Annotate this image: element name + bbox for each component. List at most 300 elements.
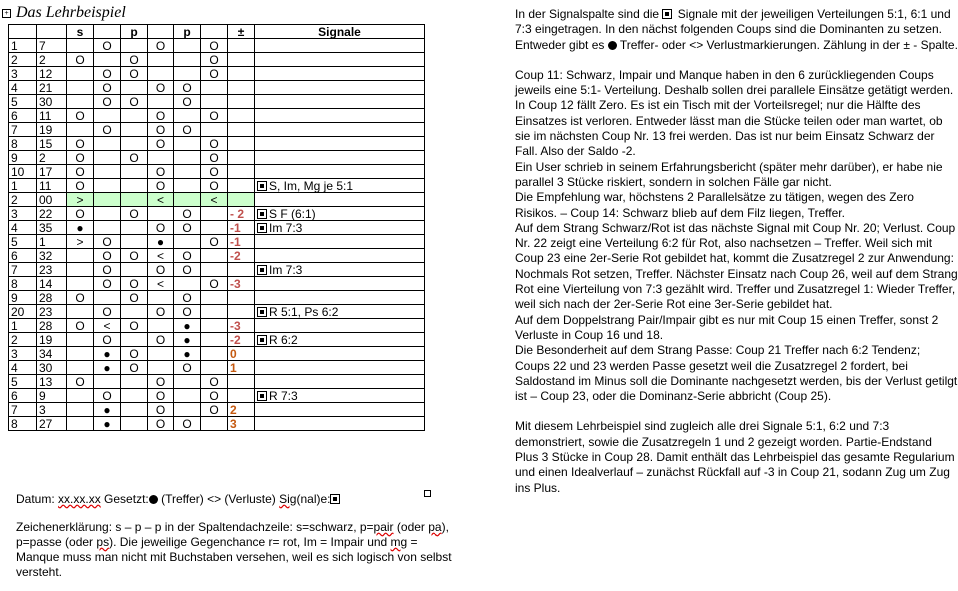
mark-cell: [67, 95, 94, 109]
mark-cell: >: [67, 235, 94, 249]
saldo-cell: [228, 109, 255, 123]
ring-mark: O: [129, 94, 139, 109]
coup-index-cell: 5: [9, 375, 37, 389]
mark-cell: [148, 137, 174, 151]
signal-cell: [255, 375, 425, 389]
mark-cell: [121, 221, 148, 235]
text: In der Signalspalte sind die: [515, 7, 663, 21]
header-cell: [148, 25, 174, 39]
mark-cell: [121, 137, 148, 151]
mark-cell: [94, 291, 121, 305]
number-cell: 17: [37, 165, 67, 179]
signal-cell: [255, 291, 425, 305]
mark-cell: [94, 165, 121, 179]
signal-cell: [255, 417, 425, 431]
saldo-cell: 1: [228, 361, 255, 375]
saldo-cell: [228, 39, 255, 53]
ring-mark: O: [155, 122, 166, 137]
saldo-cell: [228, 53, 255, 67]
ring-mark: O: [155, 388, 166, 403]
mark-cell: [201, 179, 228, 193]
mark-cell: [201, 53, 228, 67]
mark-cell: [174, 109, 201, 123]
mark-cell: [67, 81, 94, 95]
mark-cell: [174, 193, 201, 207]
mark-cell: [201, 291, 228, 305]
mark-cell: [121, 403, 148, 417]
coup-index-cell: 7: [9, 123, 37, 137]
paragraph-empfehlung: Die Empfehlung war, höchstens 2 Parallelsätze zu tätigen, wegen des Zero Risikos. – Coup 14: Schwarz blieb auf dem Filz liegen, Treffer.: [515, 190, 914, 220]
mark-cell: [121, 235, 148, 249]
mark-cell: [121, 291, 148, 305]
ring-mark: O: [102, 276, 112, 291]
ring-mark: O: [182, 248, 192, 263]
saldo-cell: [228, 305, 255, 319]
ring-mark: O: [102, 304, 112, 319]
mark-cell: [121, 389, 148, 403]
coup-index-cell: 2: [9, 333, 37, 347]
mark-cell: [201, 347, 228, 361]
ring-mark: O: [209, 66, 219, 81]
mark-cell: [174, 375, 201, 389]
signal-cell: [255, 81, 425, 95]
signal-cell: [255, 277, 425, 291]
paragraph-pair-impair: Auf dem Doppelstrang Pair/Impair gibt es nur mit Coup 15 einen Treffer, sonst 2 Verluste in Coup 16 und 18.: [515, 312, 939, 342]
signal-cell: [255, 137, 425, 151]
mark-cell: [148, 375, 174, 389]
ring-mark: O: [209, 136, 219, 151]
mark-cell: [201, 417, 228, 431]
signal-cell: [255, 249, 425, 263]
mark-cell: [94, 151, 121, 165]
coup-index-cell: 2: [9, 53, 37, 67]
saldo-cell: -1: [228, 221, 255, 235]
header-cell: [9, 25, 37, 39]
legend-text: Zeichenerklärung: s – p – p in der Spaltendachzeile: s=schwarz, p=: [16, 520, 374, 534]
mark-cell: ●: [94, 361, 121, 375]
mark-cell: [174, 39, 201, 53]
mark-cell: [67, 291, 94, 305]
paragraph-summary: Mit diesem Lehrbeispiel sind zugleich alle drei Signale 5:1, 6:2 und 7:3 demonstriert, sowie die Zusatzregeln 1 und 2 gezeigt worden. Partie-Endstand Plus 3 Stücke in Coup 28. Damit enthält das Lehrbeispiel das gesamte Regularium und einen Idealverlauf – zunächst Rückfall auf -3 in Coup 21, sodann Zug um Zug ins Plus.: [515, 419, 955, 495]
table-footer-line: [16, 492, 342, 506]
ring-mark: O: [75, 178, 85, 193]
mark-cell: [148, 67, 174, 81]
table-row: [9, 277, 425, 291]
legend-text: (oder: [393, 520, 429, 534]
table-row: [9, 95, 425, 109]
coup-index-cell: 3: [9, 67, 37, 81]
mark-cell: [148, 179, 174, 193]
signal-label-a: Sig: [279, 492, 297, 506]
ring-mark: O: [75, 318, 85, 333]
mark-cell: [67, 319, 94, 333]
ring-mark: O: [75, 52, 85, 67]
saldo-cell: -2: [228, 333, 255, 347]
mark-cell: [201, 207, 228, 221]
mark-cell: [94, 193, 121, 207]
mark-cell: [174, 305, 201, 319]
coup-index-cell: 5: [9, 95, 37, 109]
mark-cell: [148, 53, 174, 67]
mark-cell: [94, 263, 121, 277]
number-cell: 35: [37, 221, 67, 235]
signal-cell: [255, 151, 425, 165]
number-cell: 9: [37, 389, 67, 403]
table-row: [9, 361, 425, 375]
ring-mark: O: [209, 108, 219, 123]
signal-cell: [255, 263, 425, 277]
mark-cell: [201, 403, 228, 417]
ring-mark: O: [102, 332, 112, 347]
mark-cell: [201, 333, 228, 347]
table-row: [9, 109, 425, 123]
header-cell: Signale: [255, 25, 425, 39]
mark-cell: [174, 235, 201, 249]
mark-cell: [201, 361, 228, 375]
mark-cell: [67, 53, 94, 67]
signal-cell: [255, 123, 425, 137]
number-cell: 28: [37, 291, 67, 305]
mark-cell: [67, 375, 94, 389]
mark-cell: [67, 361, 94, 375]
mark-cell: [94, 235, 121, 249]
coup-index-cell: 3: [9, 207, 37, 221]
ring-mark: O: [129, 150, 139, 165]
mark-cell: [174, 67, 201, 81]
saldo-cell: [228, 263, 255, 277]
ring-mark: O: [102, 122, 112, 137]
saldo-cell: -3: [228, 277, 255, 291]
mark-cell: [121, 277, 148, 291]
mark-cell: [148, 81, 174, 95]
mark-cell: [148, 305, 174, 319]
filled-circle-icon: [149, 495, 158, 504]
number-cell: 28: [37, 319, 67, 333]
mark-cell: [67, 277, 94, 291]
ring-mark: O: [155, 416, 166, 431]
mark-cell: [67, 347, 94, 361]
saldo-cell: [228, 123, 255, 137]
saldo-cell: -2: [228, 249, 255, 263]
mark-cell: [121, 361, 148, 375]
mark-cell: [201, 235, 228, 249]
mark-cell: [121, 333, 148, 347]
ring-mark: O: [155, 374, 166, 389]
ring-mark: O: [209, 38, 219, 53]
saldo-cell: [228, 137, 255, 151]
table-row: [9, 375, 425, 389]
saldo-cell: [228, 389, 255, 403]
number-cell: 23: [37, 263, 67, 277]
mark-cell: [174, 249, 201, 263]
mark-cell: [174, 151, 201, 165]
mark-cell: [121, 249, 148, 263]
mark-cell: [94, 277, 121, 291]
header-cell: [37, 25, 67, 39]
mark-cell: <: [148, 277, 174, 291]
table-row: [9, 249, 425, 263]
legend-text: ), p=passe (oder: [16, 520, 449, 549]
signal-cell: [255, 109, 425, 123]
ring-mark: O: [75, 290, 85, 305]
mark-cell: [148, 109, 174, 123]
mark-cell: [67, 403, 94, 417]
ring-mark: O: [209, 374, 219, 389]
ring-mark: O: [209, 402, 219, 417]
coup-index-cell: 8: [9, 277, 37, 291]
saldo-cell: [228, 81, 255, 95]
table-row: [9, 193, 425, 207]
table-resize-handle[interactable]: [424, 490, 431, 497]
ring-mark: O: [75, 374, 85, 389]
mark-cell: [201, 95, 228, 109]
number-cell: 2: [37, 53, 67, 67]
mark-cell: [148, 221, 174, 235]
mark-cell: ●: [94, 403, 121, 417]
number-cell: 30: [37, 361, 67, 375]
table-row: [9, 319, 425, 333]
ring-mark: O: [129, 318, 139, 333]
filled-circle-icon: [608, 41, 617, 50]
number-cell: 12: [37, 67, 67, 81]
mark-cell: [67, 123, 94, 137]
ring-mark: O: [102, 66, 112, 81]
mark-cell: [121, 95, 148, 109]
mark-cell: [174, 389, 201, 403]
mark-cell: [94, 95, 121, 109]
signal-cell: [255, 333, 425, 347]
mark-cell: [94, 221, 121, 235]
mark-cell: [121, 179, 148, 193]
mark-cell: ●: [174, 333, 201, 347]
mark-cell: [174, 263, 201, 277]
ring-mark: O: [155, 164, 166, 179]
saldo-cell: [228, 193, 255, 207]
signal-box-icon: [257, 307, 267, 317]
mark-cell: [148, 291, 174, 305]
table-row: [9, 221, 425, 235]
mark-cell: [67, 151, 94, 165]
coup-index-cell: 7: [9, 403, 37, 417]
signal-cell: [255, 95, 425, 109]
header-cell: s: [67, 25, 94, 39]
mark-cell: [121, 417, 148, 431]
number-cell: 2: [37, 151, 67, 165]
mark-cell: [94, 305, 121, 319]
signal-text: R 7:3: [269, 388, 298, 403]
signal-text: Im 7:3: [269, 220, 303, 235]
mark-cell: [121, 165, 148, 179]
saldo-cell: 0: [228, 347, 255, 361]
mark-cell: [148, 39, 174, 53]
mark-cell: [174, 53, 201, 67]
mark-cell: [94, 67, 121, 81]
signal-box-icon: [257, 335, 267, 345]
ring-mark: O: [155, 108, 166, 123]
mark-cell: [94, 179, 121, 193]
ring-mark: O: [209, 234, 219, 249]
saldo-cell: [228, 151, 255, 165]
mark-cell: [121, 347, 148, 361]
mark-cell: [121, 263, 148, 277]
mark-cell: [174, 95, 201, 109]
saldo-cell: [228, 67, 255, 81]
mark-cell: [94, 389, 121, 403]
mark-cell: [201, 319, 228, 333]
mark-cell: [67, 417, 94, 431]
explanation-column: [515, 7, 958, 511]
ring-mark: O: [129, 346, 139, 361]
table-row: [9, 403, 425, 417]
mark-cell: ●: [94, 417, 121, 431]
number-cell: 22: [37, 207, 67, 221]
mark-cell: [121, 53, 148, 67]
datum-value: xx.xx.xx: [58, 492, 101, 506]
paragraph-coup-11: Coup 11: Schwarz, Impair und Manque haben in den 6 zurückliegenden Coups jeweils eine 5:1- Verteilung. Deshalb sollen drei parallele Einsätze getätigt werden. In Coup 12 fällt Zero. Es ist ein Tisch mit der Vorteilsregel; nur die Hälfte des Einsatzes ist verloren. Entweder lässt man die Stücke teilen oder man wartet, ob sie im nächsten Coup Nr. 13 frei werden. Das ist nur beim Einsatz Schwarz der Fall. Also der Saldo -2.: [515, 67, 954, 159]
table-row: [9, 417, 425, 431]
mark-cell: [201, 39, 228, 53]
mark-cell: [201, 67, 228, 81]
table-row: [9, 137, 425, 151]
coup-index-cell: 10: [9, 165, 37, 179]
mark-cell: [174, 165, 201, 179]
number-cell: 19: [37, 333, 67, 347]
signal-text: S, Im, Mg je 5:1: [269, 178, 354, 193]
ring-mark: O: [155, 178, 166, 193]
ring-mark: O: [155, 402, 166, 417]
mark-cell: [148, 95, 174, 109]
mark-cell: [94, 39, 121, 53]
signal-box-icon: [257, 181, 267, 191]
signal-cell: [255, 39, 425, 53]
mark-cell: [67, 137, 94, 151]
signal-box-icon: [257, 223, 267, 233]
table-header-row: [9, 25, 425, 39]
mark-cell: [174, 361, 201, 375]
mark-cell: [201, 249, 228, 263]
mark-cell: [148, 319, 174, 333]
coup-index-cell: 2: [9, 193, 37, 207]
mark-cell: [121, 193, 148, 207]
number-cell: 19: [37, 123, 67, 137]
number-cell: 7: [37, 39, 67, 53]
header-cell: [201, 25, 228, 39]
gesetzt-label: Gesetzt:: [104, 492, 149, 506]
ring-mark: O: [102, 80, 112, 95]
ring-mark: O: [129, 66, 139, 81]
mark-cell: [121, 123, 148, 137]
signal-box-icon: [257, 209, 267, 219]
saldo-cell: [228, 165, 255, 179]
text: Treffer- oder <> Verlustmarkierungen. Zählung in der ± - Spalte.: [616, 37, 958, 52]
coup-index-cell: 4: [9, 81, 37, 95]
mark-cell: [148, 389, 174, 403]
mark-cell: >: [67, 193, 94, 207]
mark-cell: [67, 263, 94, 277]
mark-cell: [148, 347, 174, 361]
saldo-cell: [228, 179, 255, 193]
number-cell: 13: [37, 375, 67, 389]
mark-cell: [121, 39, 148, 53]
number-cell: 11: [37, 179, 67, 193]
table-anchor-handle[interactable]: +: [2, 9, 11, 18]
ring-mark: O: [155, 304, 166, 319]
mark-cell: [201, 375, 228, 389]
legend-pair: pair: [373, 520, 394, 534]
mark-cell: [121, 151, 148, 165]
mark-cell: [148, 417, 174, 431]
saldo-cell: 2: [228, 403, 255, 417]
table-row: [9, 235, 425, 249]
mark-cell: [67, 389, 94, 403]
coup-index-cell: 1: [9, 179, 37, 193]
mark-cell: [67, 109, 94, 123]
ring-mark: O: [182, 80, 192, 95]
paragraph-passe: Die Besonderheit auf dem Strang Passe: Coup 21 Treffer nach 6:2 Tendenz; Coups 22 und 23 werden Passe gesetzt weil die Zusatzregel 2 fordert, bei Saldostand im Minus soll die Dominante nachgesetzt werden, bis der Verlust getilgt ist – Coup 23, oder die Dominanz-Serie abbricht (Coup 25).: [515, 343, 958, 404]
saldo-cell: [228, 95, 255, 109]
coup-index-cell: 4: [9, 221, 37, 235]
mark-cell: [67, 305, 94, 319]
number-cell: 15: [37, 137, 67, 151]
ring-mark: O: [75, 136, 85, 151]
number-cell: 34: [37, 347, 67, 361]
mark-cell: [174, 207, 201, 221]
table-row: [9, 81, 425, 95]
signal-cell: [255, 221, 425, 235]
ring-mark: O: [155, 262, 166, 277]
coup-index-cell: 20: [9, 305, 37, 319]
signal-cell: [255, 53, 425, 67]
signal-text: R 6:2: [269, 332, 298, 347]
signal-cell: [255, 235, 425, 249]
mark-cell: [67, 67, 94, 81]
ring-mark: O: [75, 164, 85, 179]
mark-cell: [201, 109, 228, 123]
header-cell: p: [174, 25, 201, 39]
mark-cell: [121, 319, 148, 333]
ring-mark: O: [102, 94, 112, 109]
ring-mark: O: [102, 388, 112, 403]
number-cell: 11: [37, 109, 67, 123]
ring-mark: O: [129, 52, 139, 67]
ring-mark: O: [182, 360, 192, 375]
ring-mark: O: [182, 206, 192, 221]
mark-cell: [148, 403, 174, 417]
signal-cell: [255, 67, 425, 81]
coup-index-cell: 8: [9, 417, 37, 431]
ring-mark: O: [209, 276, 219, 291]
ring-mark: O: [209, 178, 219, 193]
mark-cell: [174, 403, 201, 417]
ring-mark: O: [155, 38, 166, 53]
mark-cell: [67, 179, 94, 193]
paragraph-signals: [515, 7, 958, 53]
ring-mark: O: [209, 388, 219, 403]
mark-cell: [201, 165, 228, 179]
mark-cell: [174, 81, 201, 95]
number-cell: 1: [37, 235, 67, 249]
signal-cell: [255, 347, 425, 361]
mark-cell: [67, 39, 94, 53]
ring-mark: O: [182, 94, 192, 109]
document-title: Das Lehrbeispiel: [16, 4, 126, 21]
coup-index-cell: 1: [9, 319, 37, 333]
legend-mg: mg: [390, 535, 408, 549]
ring-mark: O: [209, 52, 219, 67]
table-row: [9, 151, 425, 165]
coup-index-cell: 4: [9, 361, 37, 375]
mark-cell: [174, 123, 201, 137]
